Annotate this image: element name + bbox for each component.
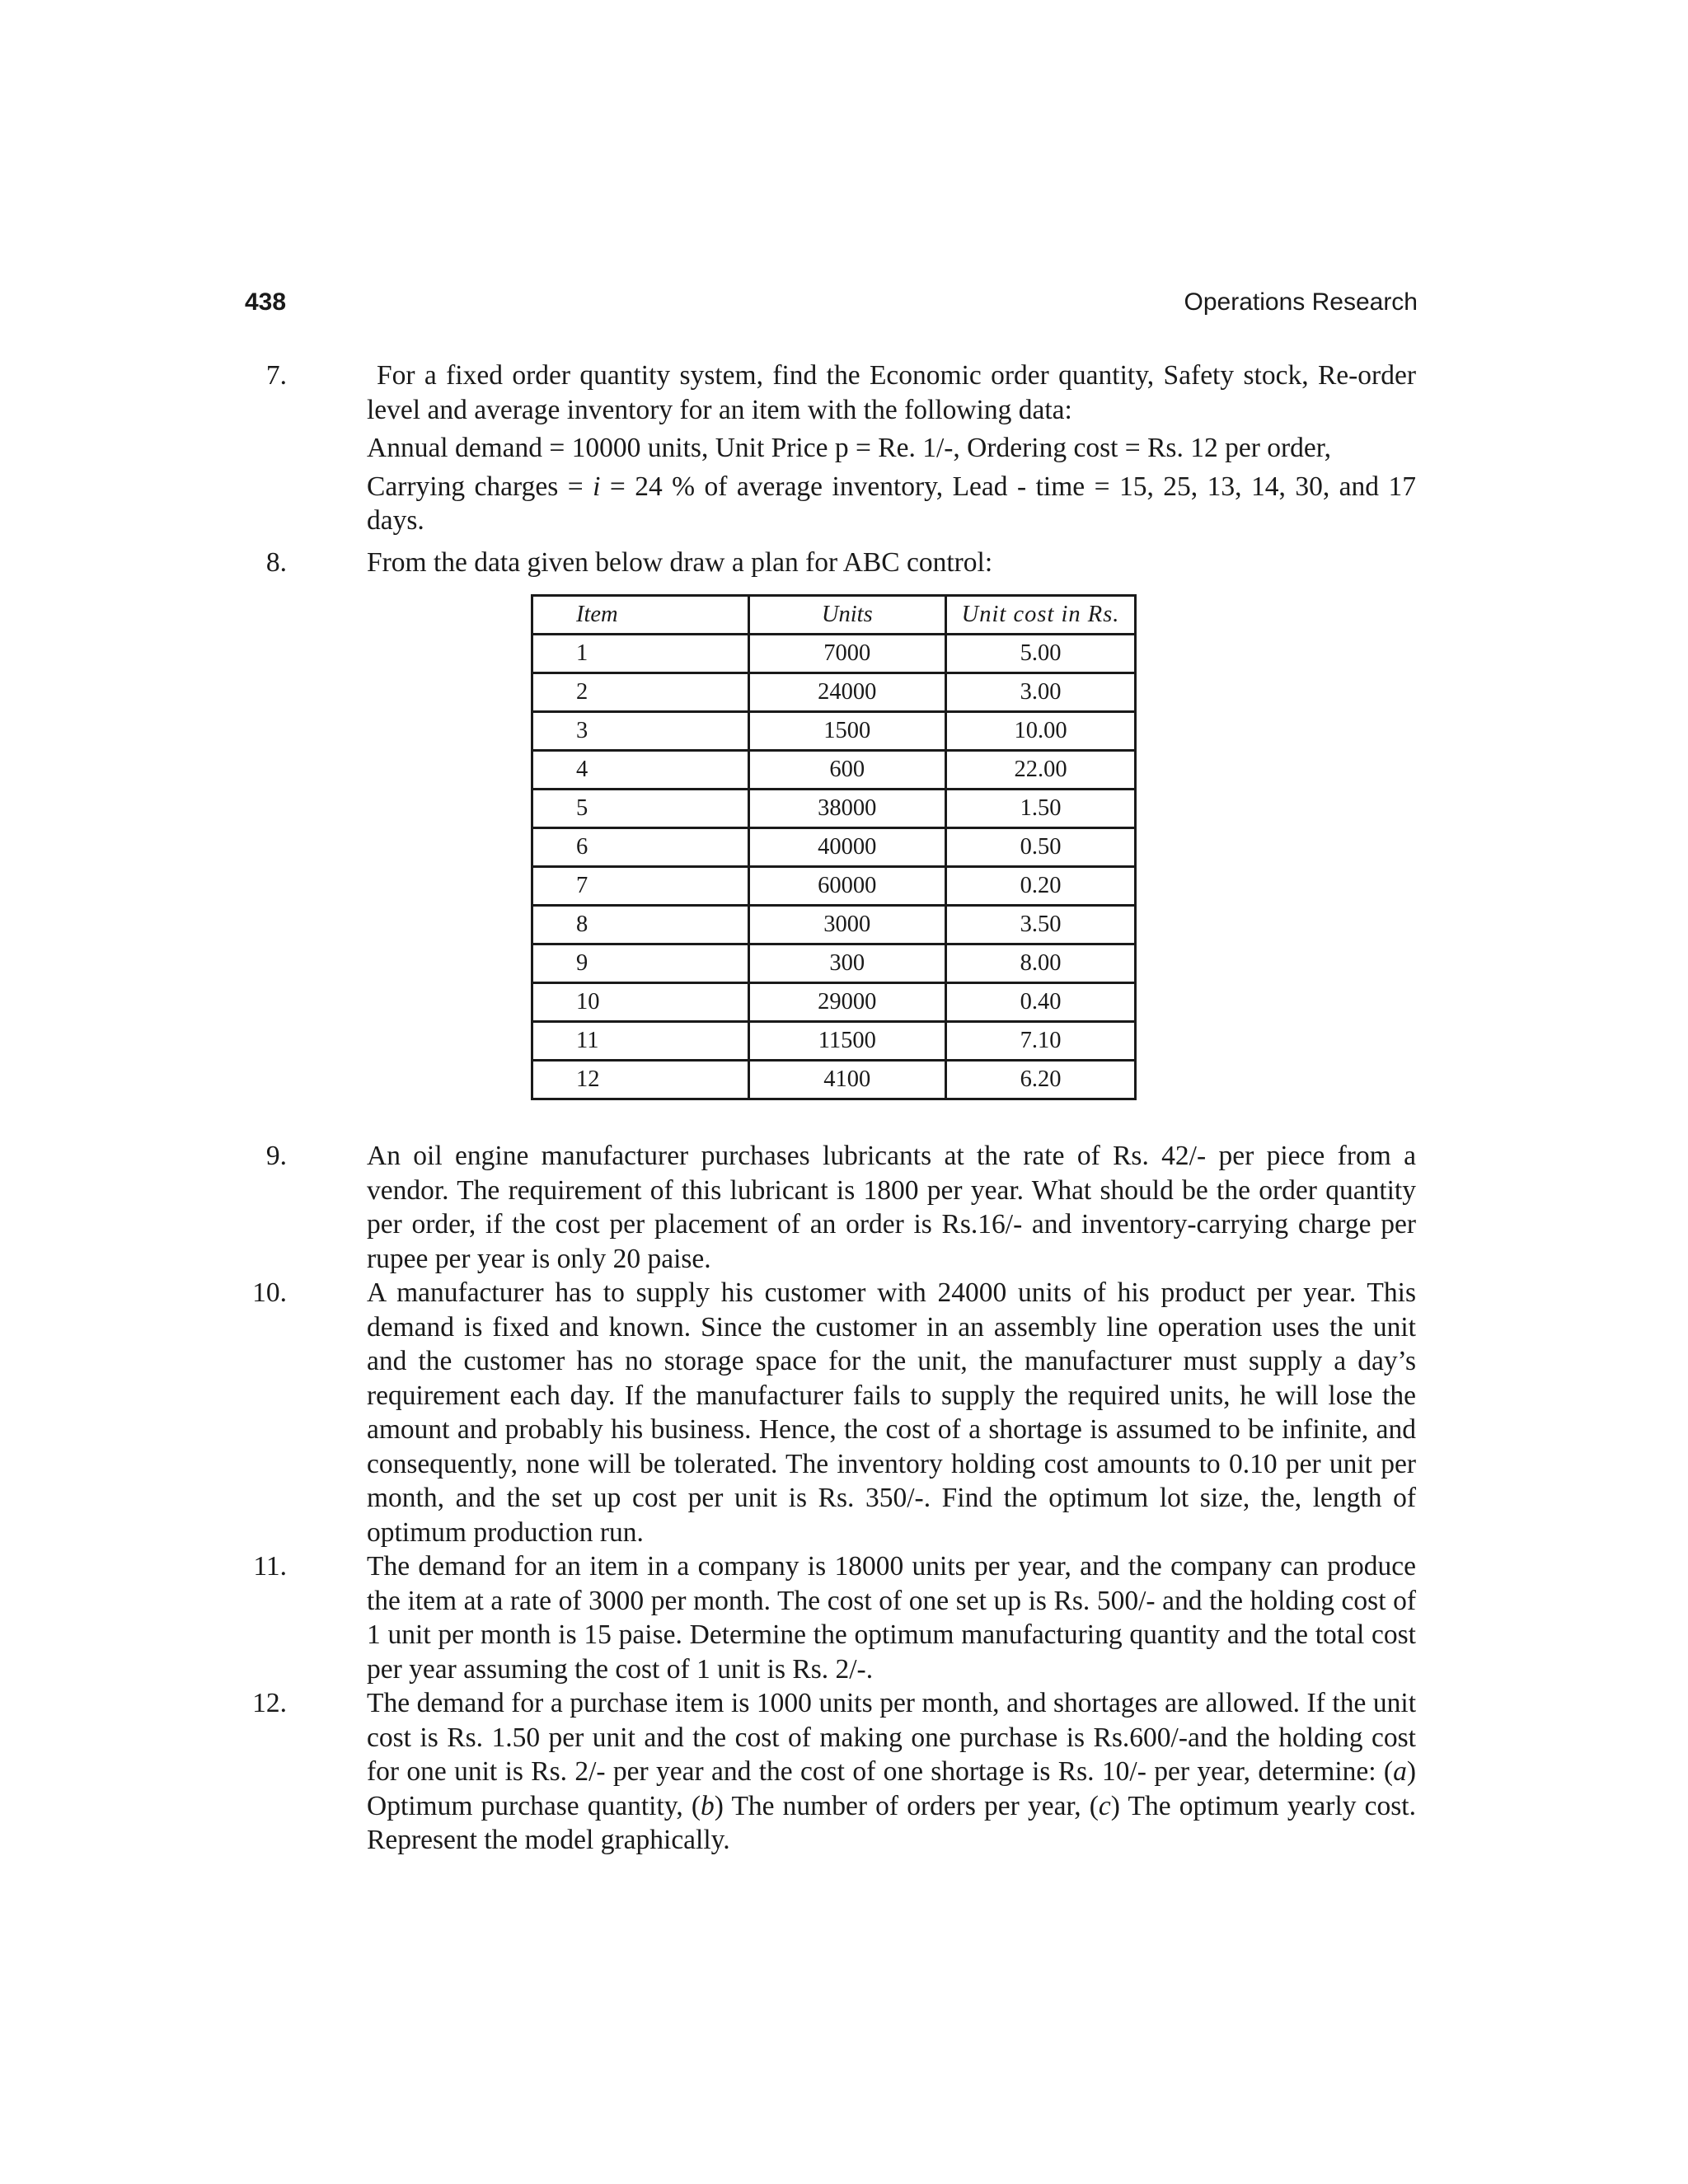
cell-units: 7000 xyxy=(748,635,946,673)
problem-9 xyxy=(265,1139,1418,1276)
problem-11 xyxy=(253,1549,1418,1686)
problem-8 xyxy=(265,546,1418,580)
cell-item: 8 xyxy=(532,906,749,944)
page-number: 438 xyxy=(245,288,287,316)
cell-unit-cost: 6.20 xyxy=(946,1061,1136,1099)
problem-number: 9. xyxy=(265,1141,287,1171)
cell-unit-cost: 1.50 xyxy=(946,790,1136,828)
cell-units: 11500 xyxy=(748,1022,946,1061)
table-row xyxy=(532,867,1136,906)
cell-item: 2 xyxy=(532,673,749,712)
cell-item: 7 xyxy=(532,867,749,906)
option-label-c: c xyxy=(1098,1790,1111,1821)
problem-number: 10. xyxy=(252,1277,287,1308)
cell-item: 12 xyxy=(532,1061,749,1099)
option-label-a: a xyxy=(1393,1756,1407,1787)
problem-9-text: An oil engine manufacturer purchases lubricants at the rate of Rs. 42/- per piece from a vendor. The requirement of this lubricant is 1800 per year. What should be the order quantity per order, if the cost per placement of an order is Rs.16/- and inventory-carrying charge per rupee per year is only 20 paise. xyxy=(367,1141,1416,1274)
table-row xyxy=(532,790,1136,828)
cell-units: 3000 xyxy=(748,906,946,944)
cell-unit-cost: 8.00 xyxy=(946,944,1136,983)
problem-number: 11. xyxy=(253,1551,287,1582)
problem-number: 12. xyxy=(252,1688,287,1718)
cell-unit-cost: 7.10 xyxy=(946,1022,1136,1061)
problem-12-text-part: ) Optimum purchase quantity, ( xyxy=(367,1756,1416,1821)
cell-units: 1500 xyxy=(748,712,946,751)
table-row xyxy=(532,1061,1136,1099)
cell-item: 11 xyxy=(532,1022,749,1061)
cell-unit-cost: 0.40 xyxy=(946,983,1136,1022)
column-header-unit-cost: Unit cost in Rs. xyxy=(946,596,1136,635)
table-row xyxy=(532,751,1136,790)
cell-units: 600 xyxy=(748,751,946,790)
cell-unit-cost: 3.00 xyxy=(946,673,1136,712)
table-row xyxy=(532,712,1136,751)
cell-item: 3 xyxy=(532,712,749,751)
problem-number: 7. xyxy=(265,360,287,391)
cell-item: 10 xyxy=(532,983,749,1022)
problem-number: 8. xyxy=(265,547,287,578)
problem-12 xyxy=(252,1686,1418,1858)
problem-7-carrying-text: Carrying charges = xyxy=(367,471,593,502)
problem-7-variable-i: i xyxy=(593,471,601,502)
problem-12-text-part: ) The number of orders per year, ( xyxy=(714,1790,1099,1821)
cell-units: 60000 xyxy=(748,867,946,906)
cell-unit-cost: 22.00 xyxy=(946,751,1136,790)
running-title: Operations Research xyxy=(1184,288,1418,316)
table-row xyxy=(532,828,1136,867)
table-row xyxy=(532,673,1136,712)
cell-item: 9 xyxy=(532,944,749,983)
cell-item: 4 xyxy=(532,751,749,790)
cell-unit-cost: 5.00 xyxy=(946,635,1136,673)
problem-7-lead-time-text: = 24 % of average inventory, Lead - time = 15, 25, 13, 14, 30, and 17 days. xyxy=(367,471,1417,536)
table-header-row xyxy=(532,596,1136,635)
problem-8-text: From the data given below draw a plan for ABC control: xyxy=(367,547,993,578)
table-row xyxy=(532,983,1136,1022)
problem-12-text xyxy=(367,1686,1416,1858)
cell-units: 29000 xyxy=(748,983,946,1022)
abc-data-table xyxy=(531,594,1137,1100)
problem-11-text: The demand for an item in a company is 18000 units per year, and the company can produce the item at a rate of 3000 per month. The cost of one set up is Rs. 500/- and the holding cost of 1 unit per month is 15 paise. Determine the optimum manufacturing quantity and the total cost per year assuming the cost of 1 unit is Rs. 2/-. xyxy=(367,1551,1416,1685)
table-row xyxy=(532,635,1136,673)
cell-units: 40000 xyxy=(748,828,946,867)
problem-12-text-part: ) The optimum yearly cost. Represent the model graphically. xyxy=(367,1790,1416,1855)
cell-unit-cost: 3.50 xyxy=(946,906,1136,944)
problem-12-text-part: The demand for a purchase item is 1000 units per month, and shortages are allowed. If the unit cost is Rs. 1.50 per unit and the cost of making one purchase is Rs.600/-and the holding cost for one unit is Rs. 2/- per year and the cost of one shortage is Rs. 10/- per year, determine: ( xyxy=(367,1688,1416,1787)
table-row xyxy=(532,906,1136,944)
problem-7 xyxy=(265,359,1418,538)
column-header-units: Units xyxy=(748,596,946,635)
cell-item: 1 xyxy=(532,635,749,673)
problem-7-text: For a fixed order quantity system, find the Economic order quantity, Safety stock, Re-order level and average inventory for an item with the following data: xyxy=(367,360,1416,425)
problem-7-data-line: Annual demand = 10000 units, Unit Price p = Re. 1/-, Ordering cost = Rs. 12 per order, xyxy=(367,433,1331,463)
cell-units: 24000 xyxy=(748,673,946,712)
cell-units: 4100 xyxy=(748,1061,946,1099)
cell-item: 5 xyxy=(532,790,749,828)
column-header-item: Item xyxy=(532,596,749,635)
problem-10-text: A manufacturer has to supply his customer with 24000 units of his product per year. This demand is fixed and known. Since the customer in an assembly line operation uses the unit and the customer has no storage space for the unit, the manufacturer must supply a day’s requirement each day. If the manufacturer fails to supply the required units, he will lose the amount and probably his business. Hence, the cost of a shortage is assumed to be infinite, and consequently, none will be tolerated. The inventory holding cost amounts to 0.10 per unit per month, and the set up cost per unit is Rs. 350/-. Find the optimum lot size, the, length of optimum production run. xyxy=(367,1277,1416,1548)
option-label-b: b xyxy=(701,1790,715,1821)
cell-unit-cost: 0.20 xyxy=(946,867,1136,906)
page-header xyxy=(245,288,1418,321)
cell-item: 6 xyxy=(532,828,749,867)
cell-units: 300 xyxy=(748,944,946,983)
cell-unit-cost: 10.00 xyxy=(946,712,1136,751)
problem-10 xyxy=(252,1276,1418,1549)
problem-7-carrying-line xyxy=(367,470,1416,538)
cell-units: 38000 xyxy=(748,790,946,828)
table-row xyxy=(532,944,1136,983)
table-row xyxy=(532,1022,1136,1061)
cell-unit-cost: 0.50 xyxy=(946,828,1136,867)
